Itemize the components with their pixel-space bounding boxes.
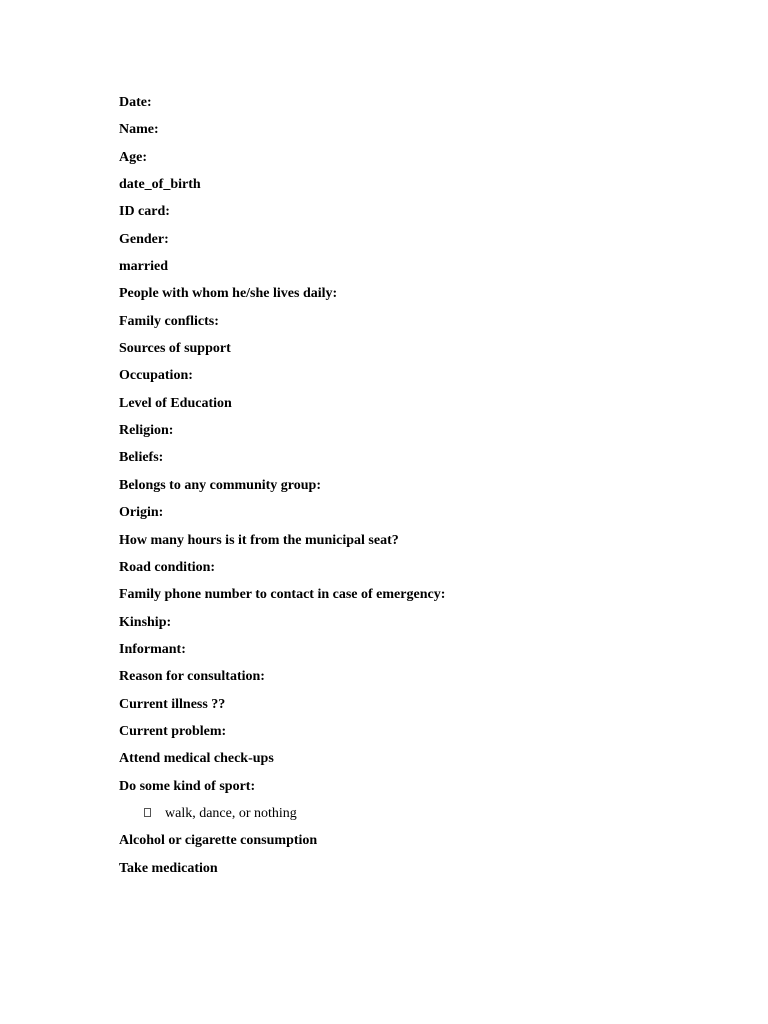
field-gender: Gender: bbox=[119, 231, 169, 247]
field-age: Age: bbox=[119, 149, 147, 165]
field-religion: Religion: bbox=[119, 423, 174, 439]
field-sources-of-support: Sources of support bbox=[119, 341, 231, 357]
field-current-illness: Current illness ?? bbox=[119, 696, 226, 712]
field-sport: Do some kind of sport: bbox=[119, 778, 256, 794]
field-reason-for-consultation: Reason for consultation: bbox=[119, 669, 265, 685]
field-date: Date: bbox=[119, 95, 152, 110]
field-occupation: Occupation: bbox=[119, 368, 193, 384]
field-kinship: Kinship: bbox=[119, 614, 172, 630]
field-emergency-phone: Family phone number to contact in case of emergency: bbox=[119, 587, 446, 603]
intake-form-fields bbox=[119, 94, 445, 887]
checkbox-bullet-icon bbox=[144, 808, 151, 817]
field-education-level: Level of Education bbox=[119, 395, 232, 411]
field-hours-from-seat: How many hours is it from the municipal seat? bbox=[119, 532, 399, 548]
field-current-problem: Current problem: bbox=[119, 723, 227, 739]
field-origin: Origin: bbox=[119, 505, 164, 521]
sport-option-item bbox=[119, 805, 445, 832]
field-family-conflicts: Family conflicts: bbox=[119, 313, 219, 329]
field-medical-checkups: Attend medical check-ups bbox=[119, 751, 274, 767]
field-date-of-birth: date_of_birth bbox=[119, 177, 201, 193]
field-take-medication: Take medication bbox=[119, 860, 218, 876]
field-alcohol-cigarette: Alcohol or cigarette consumption bbox=[119, 833, 318, 849]
field-beliefs: Beliefs: bbox=[119, 450, 164, 466]
field-lives-with: People with whom he/she lives daily: bbox=[119, 286, 338, 302]
field-id-card: ID card: bbox=[119, 204, 170, 220]
field-road-condition: Road condition: bbox=[119, 559, 216, 575]
field-community-group: Belongs to any community group: bbox=[119, 477, 321, 493]
field-married: married bbox=[119, 259, 168, 275]
field-name: Name: bbox=[119, 122, 159, 138]
field-informant: Informant: bbox=[119, 641, 186, 657]
sport-option-text: walk, dance, or nothing bbox=[165, 805, 297, 821]
